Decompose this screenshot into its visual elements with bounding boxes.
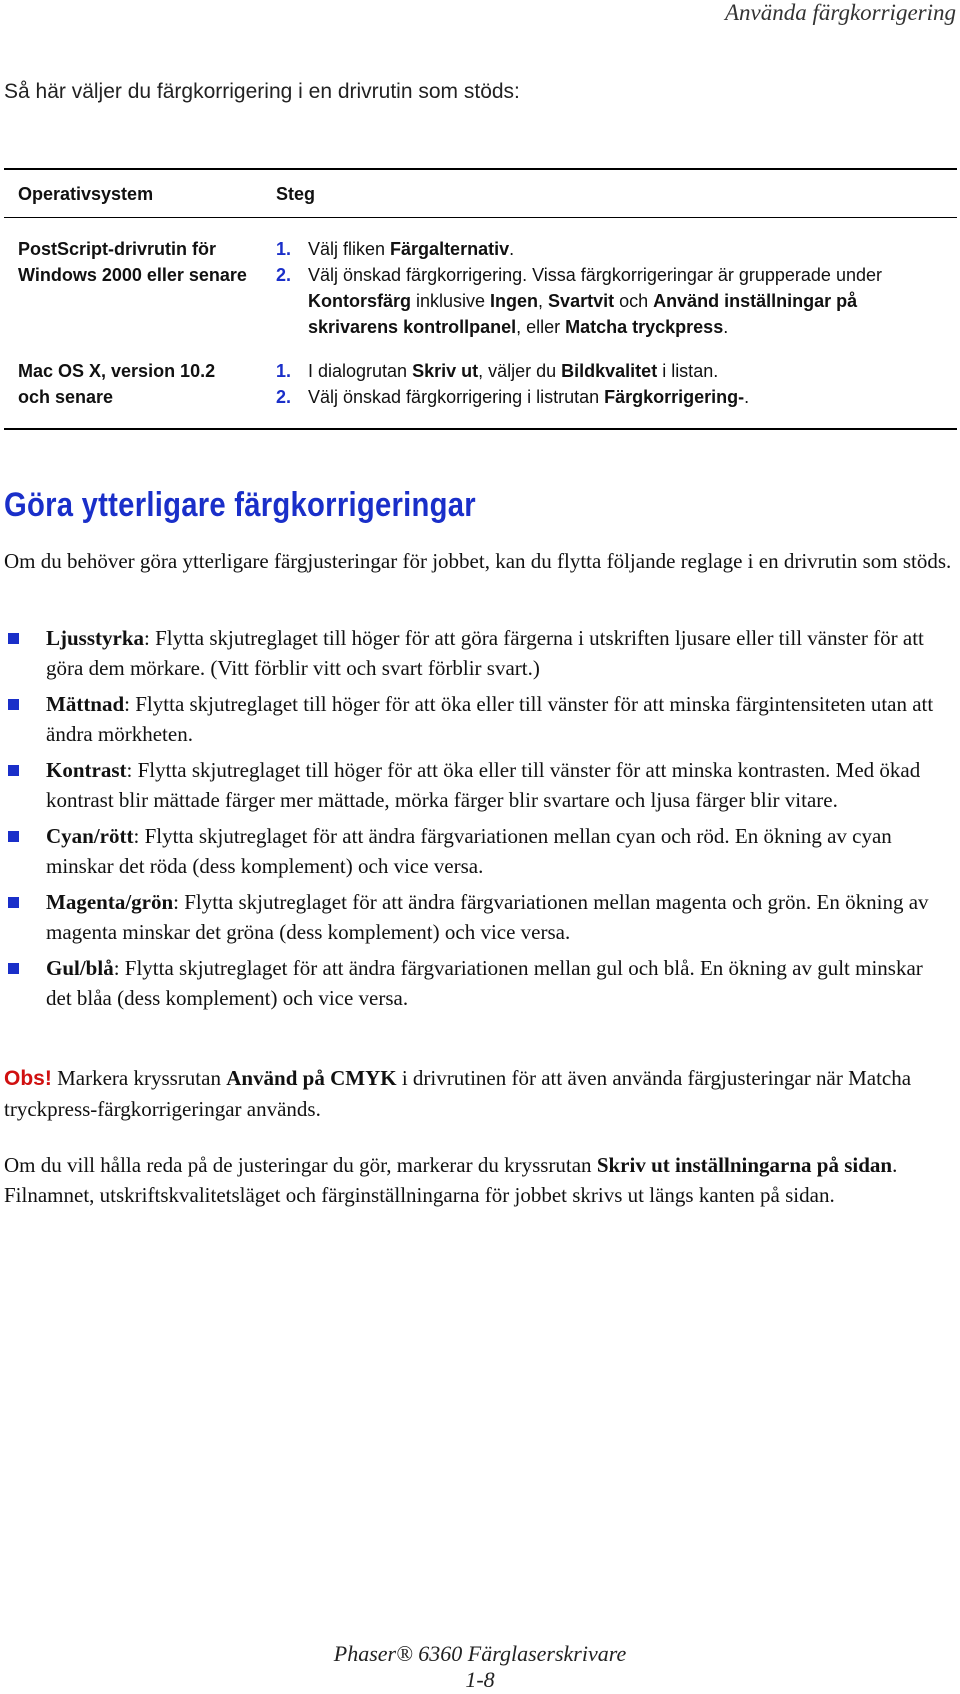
adjustment-list-container — [4, 623, 952, 1019]
list-item — [4, 821, 952, 881]
closing-paragraph — [4, 1150, 952, 1210]
closing-text-post: . Filnamnet, utskriftskvalitetsläget och färginställningarna för jobbet skrivs ut längs kanten på sidan. — [4, 1153, 898, 1207]
step-text: , — [538, 291, 549, 311]
column-header-os: Operativsystem — [4, 169, 262, 218]
note-text-pre: Markera kryssrutan — [51, 1066, 227, 1090]
note-text-post: i drivrutinen för att även använda färgjusteringar när Matcha tryckpress-färgkorrigeringar används. — [4, 1066, 912, 1121]
note-text-bold: Använd på CMYK — [226, 1066, 397, 1090]
step-text: I dialogrutan — [308, 361, 413, 381]
step-text: och — [614, 291, 654, 311]
step-text-bold: Svartvit — [548, 291, 615, 311]
footer-page-number: 1-8 — [465, 1667, 495, 1692]
closing-text-bold: Skriv ut inställningarna på sidan — [596, 1153, 893, 1177]
step-text: Välj önskad färgkorrigering i listrutan — [308, 387, 605, 407]
item-term: Gul/blå — [46, 956, 114, 980]
square-bullet-icon — [8, 765, 19, 776]
step-text: inklusive — [411, 291, 491, 311]
steps-table — [4, 168, 957, 430]
running-header: Använda färgkorrigering — [724, 0, 956, 25]
item-term: Kontrast — [46, 758, 127, 782]
step-number: 2. — [276, 387, 292, 407]
square-bullet-icon — [8, 963, 19, 974]
list-item — [4, 953, 952, 1013]
square-bullet-icon — [8, 897, 19, 908]
step-text-bold: Ingen — [490, 291, 539, 311]
footer-product: Phaser® 6360 Färglaserskrivare — [333, 1641, 627, 1666]
item-description: : Flytta skjutreglaget för att ändra färgvariationen mellan gul och blå. En ökning av gult minskar det blåa (dess komplement) och vice versa. — [46, 956, 923, 1010]
item-term: Cyan/rött — [46, 824, 134, 848]
os-cell: Mac OS X, version 10.2 och senare — [18, 361, 216, 407]
step-text: Välj fliken — [308, 239, 391, 259]
item-description: : Flytta skjutreglaget för att ändra färgvariationen mellan magenta och grön. En ökning av magenta minskar det gröna (dess komplement) och vice versa. — [46, 890, 929, 944]
step-list — [276, 236, 943, 340]
step-text-bold: Färgalternativ — [390, 239, 510, 259]
intro-text: Så här väljer du färgkorrigering i en drivrutin som stöds: — [4, 80, 520, 103]
step-text: . — [509, 239, 515, 259]
step-number: 1. — [276, 361, 292, 381]
list-item — [4, 623, 952, 683]
square-bullet-icon — [8, 699, 19, 710]
item-description: : Flytta skjutreglaget till höger för att öka eller till vänster för att minska kontrasten. Med ökad kontrast blir mättade färger mer mättade, mörka färger blir svartare och ljusa färger blir vitare. — [46, 758, 921, 812]
step-text: . — [723, 317, 729, 337]
step-text-bold: Kontorsfärg — [308, 291, 411, 311]
section-title: Göra ytterligare färgkorrigeringar — [4, 486, 476, 524]
step-text: , väljer du — [478, 361, 562, 381]
item-term: Ljusstyrka — [46, 626, 145, 650]
square-bullet-icon — [8, 831, 19, 842]
step-item — [276, 236, 943, 262]
list-item — [4, 755, 952, 815]
step-item — [276, 384, 943, 410]
section-lead: Om du behöver göra ytterligare färgjusteringar för jobbet, kan du flytta följande reglage i en drivrutin som stöds. — [4, 549, 952, 573]
list-item — [4, 689, 952, 749]
list-item — [4, 887, 952, 947]
step-text: . — [744, 387, 750, 407]
step-item — [276, 358, 943, 384]
note-paragraph — [4, 1063, 952, 1124]
step-text-bold: Matcha tryckpress — [565, 317, 724, 337]
table-row — [4, 346, 957, 429]
step-number: 2. — [276, 265, 292, 285]
item-term: Mättnad — [46, 692, 125, 716]
closing-text-pre: Om du vill hålla reda på de justeringar du gör, markerar du kryssrutan — [4, 1153, 597, 1177]
steps-cell — [262, 218, 957, 347]
item-term: Magenta/grön — [46, 890, 174, 914]
column-header-steps: Steg — [262, 169, 957, 218]
table-header-row — [4, 169, 957, 218]
step-text: , eller — [516, 317, 566, 337]
item-description: : Flytta skjutreglaget till höger för att göra färgerna i utskriften ljusare eller till vänster för att göra dem mörkare. (Vitt förblir vitt och svart förblir svart.) — [46, 626, 924, 680]
step-item — [276, 262, 943, 340]
step-text: i listan. — [657, 361, 719, 381]
os-cell: PostScript-drivrutin för Windows 2000 eller senare — [18, 239, 247, 285]
steps-cell — [262, 346, 957, 429]
step-text-bold: Färgkorrigering- — [604, 387, 745, 407]
square-bullet-icon — [8, 633, 19, 644]
adjustment-list — [4, 623, 952, 1013]
note-label: Obs! — [4, 1067, 52, 1090]
step-text-bold: Bildkvalitet — [561, 361, 658, 381]
step-text-bold: Använd inställningar på skrivarens kontrollpanel — [308, 291, 858, 337]
step-text: Välj önskad färgkorrigering. Vissa färgkorrigeringar är grupperade under — [308, 265, 882, 285]
item-description: : Flytta skjutreglaget till höger för att öka eller till vänster för att minska färgintensiteten utan att ändra mörkheten. — [46, 692, 934, 746]
item-description: : Flytta skjutreglaget för att ändra färgvariationen mellan cyan och röd. En ökning av cyan minskar det röda (dess komplement) och vice versa. — [46, 824, 892, 878]
step-text-bold: Skriv ut — [412, 361, 479, 381]
step-list — [276, 358, 943, 410]
step-number: 1. — [276, 239, 292, 259]
table-row — [4, 218, 957, 347]
